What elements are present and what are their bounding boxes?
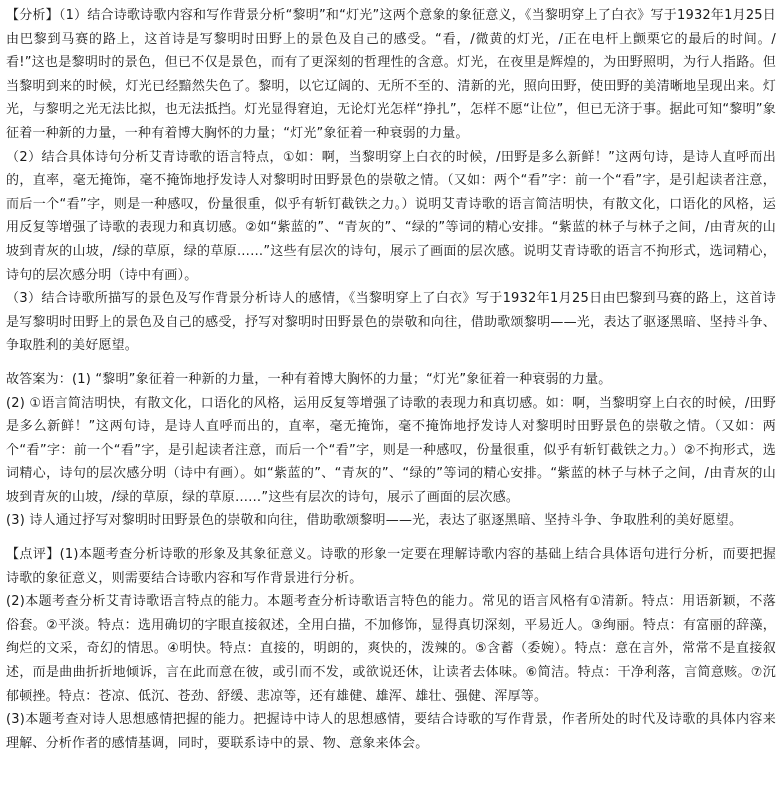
- analysis-part-1: 【分析】（1）结合诗歌诗歌内容和写作背景分析“黎明”和“灯光”这两个意象的象征意义，《当黎明穿上了白衣》写于1932年1月25日由巴黎到马赛的路上，这首诗是写黎明时田野上的景色及自己的感受。“看，/微黄的灯光，/正在电杆上颤栗它的最后的时间。/看!”这也是黎明时的景色，但已不仅是景色，而有了更深刻的哲理性的含意。灯光，在夜里是辉煌的，为田野照明，为行人指路。但当黎明到来的时候，灯光已经黯然失色了。黎明，以它辽阔的、无所不至的、清新的光，照向田野，使田野的美清晰地呈现出来。灯光，与黎明之光无法比拟，也无法抵挡。灯光显得窘迫，无论灯光怎样“挣扎”，怎样不愿“让位”，但已无济于事。据此可知“黎明”象征着一种新的力量，一种有着博大胸怀的力量；“灯光”象征着一种衰弱的力量。: [6, 8, 776, 141]
- analysis-part-2: （2）结合具体诗句分析艾青诗歌的语言特点，①如：啊，当黎明穿上白衣的时候，/田野是多么新鲜！”这两句诗，是诗人直呼而出的，直率，毫无掩饰，毫不掩饰地抒发诗人对黎明时田野景色的崇敬之情。（又如：两个“看”字：前一个“看”字，是引起读者注意，而后一个“看”字，则是一种感叹，份量很重，似乎有斩钉截铁之力。）说明艾青诗歌的语言简洁明快，有散文化，口语化的风格，运用反复等增强了诗歌的表现力和真切感。②如“紫蓝的”、“青灰的”、“绿的”等词的精心安排。“紫蓝的林子与林子之间，/由青灰的山坡到青灰的山坡，/绿的草原，绿的草原……”这些有层次的诗句，展示了画面的层次感。说明艾青诗歌的语言不拘形式，选词精心，诗句的层次感分明（诗中有画）。: [6, 149, 776, 283]
- section-gap: [6, 533, 776, 543]
- comment-3: (3)本题考查对诗人思想感情把握的能力。把握诗中诗人的思想感情，要结合诗歌的写作背景，作者所处的时代及诗歌的具体内容来理解、分析作者的感情基调，同时，要联系诗中的景、物、意象来体会。: [6, 712, 776, 751]
- answer-2: (2) ①语言简洁明快，有散文化，口语化的风格，运用反复等增强了诗歌的表现力和真切感。如：啊，当黎明穿上白衣的时候，/田野是多么新鲜！”这两句诗，是诗人直呼而出的，直率，毫无掩饰，毫不掩饰地抒发诗人对黎明时田野景色的崇敬之情。（又如：两个“看”字：前一个“看”字，是引起读者注意，而后一个“看”字，则是一种感叹，份量很重，似乎有斩钉截铁之力。）②不拘形式，选词精心，诗句的层次感分明（诗中有画）。如“紫蓝的”、“青灰的”、“绿的”等词的精心安排。“紫蓝的林子与林子之间，/由青灰的山坡到青灰的山坡，/绿的草原，绿的草原……”这些有层次的诗句，展示了画面的层次感。: [6, 395, 776, 505]
- comment-section: [6, 543, 776, 755]
- section-gap: [6, 358, 776, 368]
- answer-1: 故答案为：(1) “黎明”象征着一种新的力量，一种有着博大胸怀的力量；“灯光”象征着一种衰弱的力量。: [6, 371, 612, 387]
- analysis-part-3: （3）结合诗歌所描写的景色及写作背景分析诗人的感情，《当黎明穿上了白衣》写于1932年1月25日由巴黎到马赛的路上，这首诗是写黎明时田野上的景色及自己的感受，抒写对黎明时田野景色的崇敬和向往，借助歌颂黎明——光，表达了驱逐黑暗、坚持斗争、争取胜利的美好愿望。: [6, 291, 776, 354]
- comment-2: (2)本题考查分析艾青诗歌语言特点的能力。本题考查分析诗歌语言特色的能力。常见的语言风格有①清新。特点：用语新颖，不落俗套。②平淡。特点：选用确切的字眼直接叙述，全用白描，不加修饰，显得真切深刻，平易近人。③绚丽。特点：有富丽的辞藻，绚烂的文采，奇幻的情思。④明快。特点：直接的，明朗的，爽快的，泼辣的。⑤含蓄（委婉）。特点：意在言外，常常不是直接叙述，而是曲曲折折地倾诉，言在此而意在彼，或引而不发，或欲说还休，让读者去体味。⑥简洁。特点：干净利落，言简意赅。⑦沉郁顿挫。特点：苍凉、低沉、苍劲、舒缓、悲凉等，还有雄健、雄浑、雄壮、强健、浑厚等。: [6, 594, 776, 704]
- comment-1: 【点评】(1)本题考查分析诗歌的形象及其象征意义。诗歌的形象一定要在理解诗歌内容的基础上结合具体语句进行分析，而要把握诗歌的象征意义，则需要结合诗歌内容和写作背景进行分析。: [6, 547, 776, 586]
- analysis-section: [6, 4, 776, 358]
- answer-3: (3) 诗人通过抒写对黎明时田野景色的崇敬和向往，借助歌颂黎明——光，表达了驱逐黑暗、坚持斗争、争取胜利的美好愿望。: [6, 513, 743, 529]
- answer-section: [6, 368, 776, 533]
